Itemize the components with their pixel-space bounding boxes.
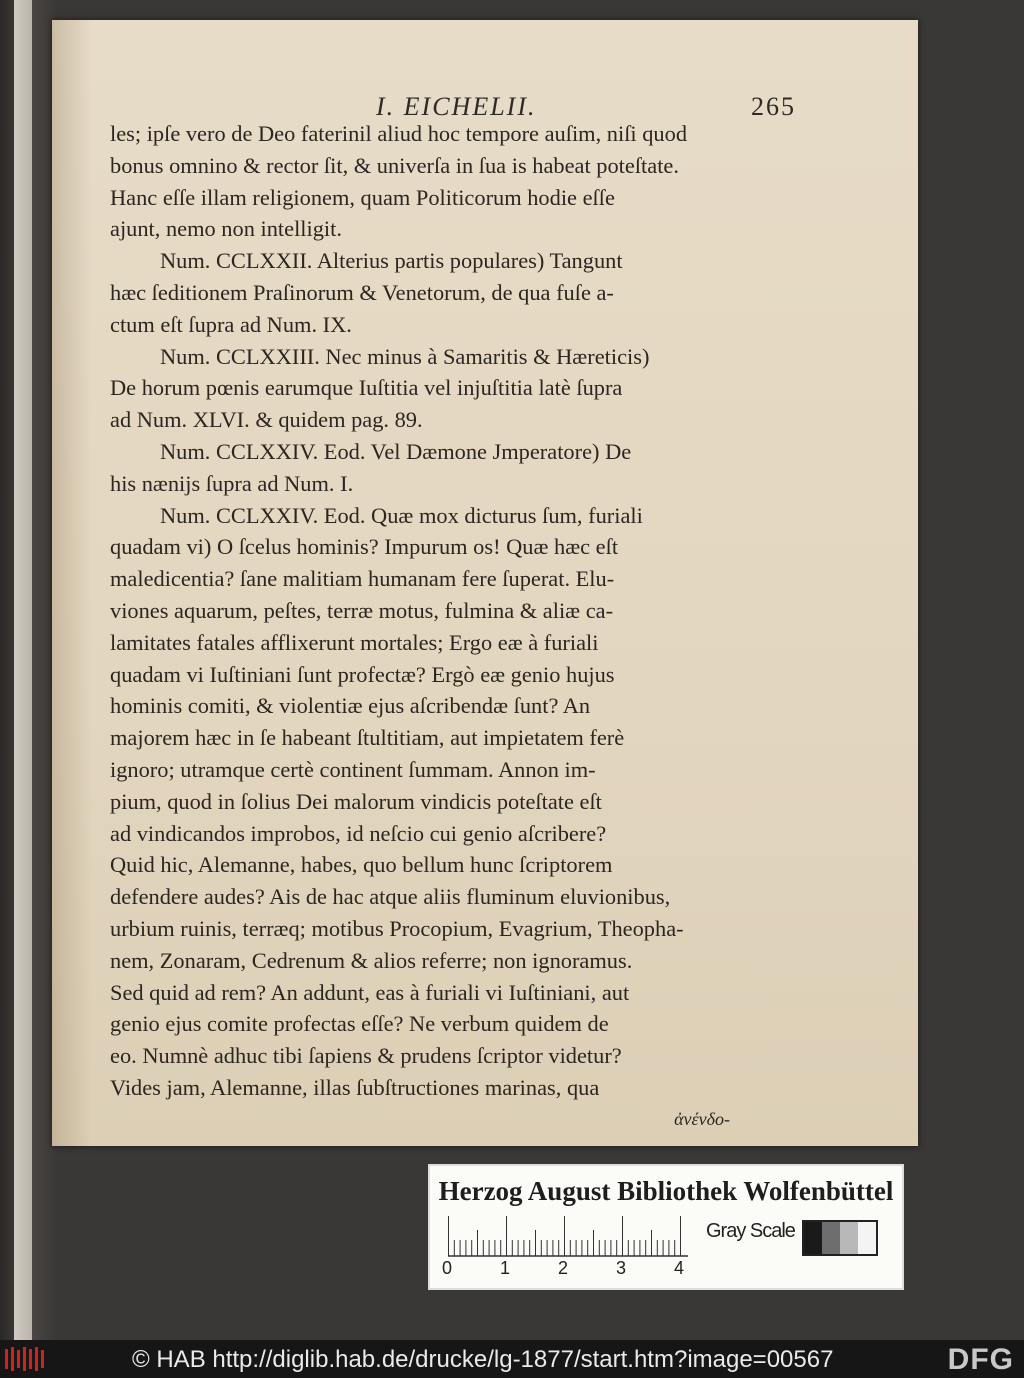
text-line: Num. CCLXXIII. Nec minus à Samaritis & Hæreticis) bbox=[160, 343, 650, 369]
ruler-number: 3 bbox=[616, 1258, 627, 1278]
text-line: ctum eſt ſupra ad Num. IX. bbox=[110, 311, 352, 337]
gray-scale-swatches bbox=[802, 1220, 878, 1256]
text-line: Sed quid ad rem? An addunt, eas à furiali vi Iuſtiniani, aut bbox=[110, 979, 630, 1005]
library-name: Herzog August Bibliothek Wolfenbüttel bbox=[438, 1176, 894, 1206]
copyright-url[interactable]: © HAB http://diglib.hab.de/drucke/lg-1877/start.htm?image=00567 bbox=[132, 1346, 834, 1373]
book-left-edge bbox=[0, 0, 56, 1340]
text-line: Hanc eſſe illam religionem, quam Politicorum hodie eſſe bbox=[110, 184, 615, 210]
ruler-number: 0 bbox=[442, 1258, 453, 1278]
adjacent-page-strip bbox=[14, 0, 32, 1340]
page-number: 265 bbox=[751, 92, 796, 121]
running-head-title: I. EICHELII. bbox=[376, 92, 537, 121]
text-line: quadam vi) O ſcelus hominis? Impurum os! Quæ hæc eſt bbox=[110, 534, 619, 560]
text-line: les; ipſe vero de Deo faterinil aliud hoc tempore auſim, niſi quod bbox=[110, 121, 688, 146]
gray-swatch bbox=[804, 1222, 822, 1254]
text-line: ignoro; utramque certè continent ſummam. Annon im- bbox=[110, 756, 596, 782]
gray-scale-label: Gray Scale bbox=[706, 1220, 795, 1242]
text-line: bonus omnino & rector ſit, & univerſa in ſua is habeat poteſtate. bbox=[110, 152, 679, 178]
text-line: Num. CCLXXII. Alterius partis populares) Tangunt bbox=[160, 248, 623, 274]
text-line: Num. CCLXXIV. Eod. Quæ mox dicturus ſum, furiali bbox=[160, 502, 643, 528]
dfg-logo: DFG bbox=[947, 1343, 1014, 1376]
ruler-number: 1 bbox=[500, 1258, 511, 1278]
text-line: lamitates fatales afflixerunt mortales; Ergo eæ à furiali bbox=[110, 629, 599, 655]
text-line: hominis comiti, & violentiæ ejus aſcribendæ ſunt? An bbox=[110, 693, 591, 719]
text-line: his nænijs ſupra ad Num. I. bbox=[110, 470, 354, 496]
text-line: hæc ſeditionem Praſinorum & Venetorum, de qua fuſe a- bbox=[110, 279, 614, 305]
gray-swatch bbox=[840, 1222, 858, 1254]
text-line: maledicentia? ſane malitiam humanam fere ſuperat. Elu- bbox=[110, 566, 615, 592]
text-line: quadam vi Iuſtiniani ſunt profectæ? Ergò eæ genio hujus bbox=[110, 661, 615, 687]
text-line: ad Num. XLVI. & quidem pag. 89. bbox=[110, 407, 423, 433]
text-line: urbium ruinis, terræq; motibus Procopium, Evagrium, Theopha- bbox=[110, 915, 684, 941]
text-line: Vides jam, Alemanne, illas ſubſtructiones marinas, qua bbox=[110, 1074, 600, 1100]
gray-swatch bbox=[822, 1222, 840, 1254]
text-line: defendere audes? Ais de hac atque aliis fluminum eluvionibus, bbox=[110, 884, 671, 910]
gray-swatch bbox=[858, 1222, 876, 1254]
text-line: majorem hæc in ſe habeant ſtultitiam, aut impietatem ferè bbox=[110, 725, 625, 751]
library-logo-icon bbox=[4, 1346, 48, 1372]
text-line: nem, Zonaram, Cedrenum & alios referre; non ignoramus. bbox=[110, 947, 633, 973]
text-line: ad vindicandos improbos, id neſcio cui genio aſcribere? bbox=[110, 820, 607, 846]
text-line: De horum pœnis earumque Iuſtitia vel injuſtitia latè ſupra bbox=[110, 375, 623, 401]
text-line: Quid hic, Alemanne, habes, quo bellum hunc ſcriptorem bbox=[110, 852, 613, 878]
viewer-footer bbox=[0, 1340, 1024, 1378]
page-body-text bbox=[110, 118, 730, 1136]
catchword: ἀνένδο- bbox=[674, 1108, 730, 1129]
ruler-number: 4 bbox=[674, 1258, 685, 1278]
color-reference-card bbox=[428, 1164, 904, 1290]
text-line: viones aquarum, peſtes, terræ motus, fulmina & aliæ ca- bbox=[110, 597, 614, 623]
text-line: Num. CCLXXIV. Eod. Vel Dæmone Jmperatore) De bbox=[160, 438, 632, 464]
text-line: ajunt, nemo non intelligit. bbox=[110, 216, 342, 242]
scale-ruler bbox=[448, 1212, 698, 1260]
text-line: pium, quod in ſolius Dei malorum vindicis poteſtate eſt bbox=[110, 788, 602, 814]
text-line: eo. Numnè adhuc tibi ſapiens & prudens ſcriptor videtur? bbox=[110, 1043, 622, 1069]
ruler-number: 2 bbox=[558, 1258, 569, 1278]
text-line: genio ejus comite profectas eſſe? Ne verbum quidem de bbox=[110, 1011, 609, 1037]
